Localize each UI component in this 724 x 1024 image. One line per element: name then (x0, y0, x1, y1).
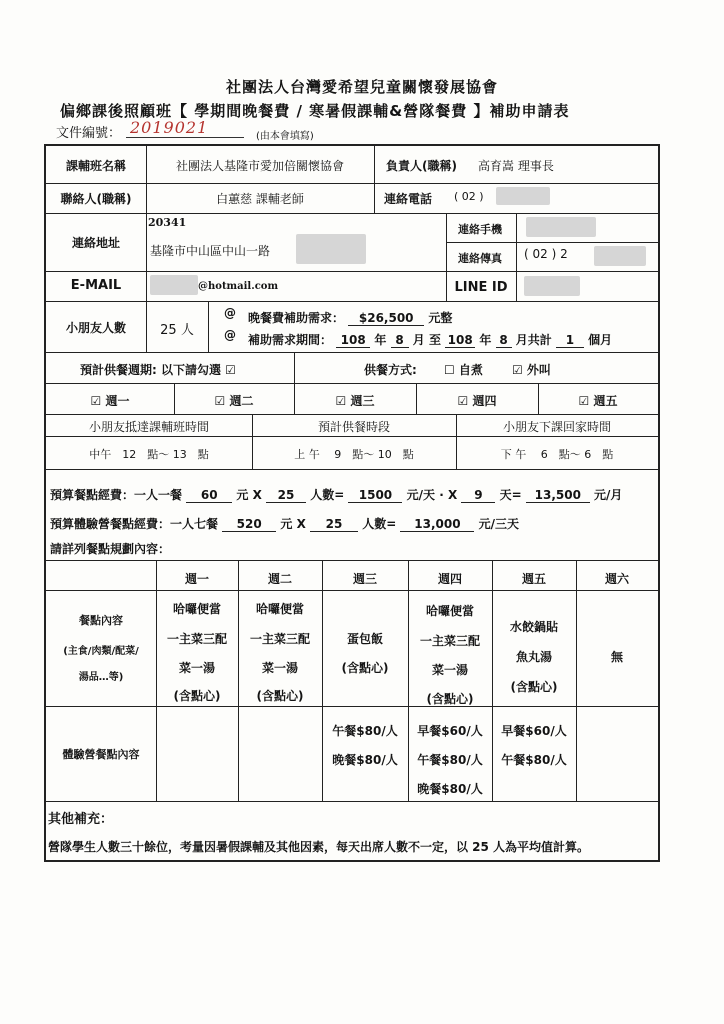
camp-people: 25 (310, 517, 358, 532)
dinner-need-unit: 元整 (428, 311, 453, 325)
menu-head-thu: 週四 (437, 572, 462, 586)
menu-item: (含點心) (510, 680, 558, 694)
menu-item: (含點心) (341, 661, 389, 675)
period-to-text: 至 (428, 333, 441, 347)
dinner-need (248, 309, 452, 326)
method-order-out[interactable]: ☑ 外叫 (512, 363, 551, 377)
menu-item: (含點心) (256, 689, 304, 703)
need-period (248, 331, 612, 348)
menu-head-fri: 週五 (521, 572, 546, 586)
menu-item: 魚丸湯 (515, 650, 552, 664)
menu-head-sat: 週六 (604, 572, 629, 586)
period-end-year: 108 (445, 333, 475, 348)
meal-time-label: 預計供餐時段 (317, 420, 390, 434)
at-sign-1: @ (224, 306, 236, 320)
rule (46, 383, 658, 384)
rule (208, 301, 209, 352)
method-self-cook[interactable]: ☐ 自煮 (444, 363, 483, 377)
menu-item: (含點心) (426, 692, 474, 706)
notes-text: 營隊學生人數三十餘位，考量因暑假課輔及其他因素，每天出席人數不一定，以 25 人為平均值計算。 (48, 840, 590, 854)
application-form (44, 144, 660, 862)
camp-item: 晚餐$80/人 (417, 782, 483, 796)
menu-content-sub2: 湯品…等) (78, 672, 124, 683)
notes-label: 其他補充： (48, 812, 114, 827)
day-check-tue[interactable]: ☑ 週二 (214, 394, 254, 408)
zip-code: 20341 (148, 216, 187, 229)
rule (46, 183, 658, 184)
budget-days-eq: 天= (499, 488, 522, 502)
camp-yuan-x: 元 X (280, 517, 306, 531)
budget-monthly: 13,500 (526, 488, 590, 503)
period-total-text: 月共計 (515, 333, 552, 347)
meal-time-value: 上 午 9 點～ 10 點 (294, 448, 414, 461)
address-label: 連絡地址 (71, 236, 120, 250)
camp-item: 午餐$80/人 (417, 753, 483, 767)
dinner-need-label: 晚餐費補助需求： (248, 311, 345, 325)
leave-time-value: 下 午 6 點～ 6 點 (500, 448, 614, 461)
budget-people-eq: 人數= (310, 488, 345, 502)
budget-line2-label: 預算體驗營餐點經費：一人七餐 (50, 517, 219, 531)
period-start-year: 108 (336, 333, 370, 348)
kids-label: 小朋友人數 (65, 321, 126, 335)
menu-item: 菜一湯 (178, 661, 215, 675)
rule (46, 590, 658, 591)
address-value: 基隆市中山區中山一路 (150, 244, 271, 258)
rule (46, 213, 658, 214)
camp-people-eq: 人數= (362, 517, 397, 531)
mobile-label: 連絡手機 (458, 223, 502, 236)
rule (294, 352, 295, 383)
menu-item: 哈囉便當 (172, 602, 221, 616)
rule (46, 560, 658, 561)
line-id-label: LINE ID (454, 280, 508, 295)
menu-item: 無 (610, 650, 623, 664)
menu-item: 一主菜三配 (419, 634, 480, 648)
budget-line1-label: 預算餐點經費：一人一餐 (50, 488, 183, 502)
fax-prefix: ( 02 ) 2 (524, 247, 568, 261)
phone-prefix: ( 02 ) (454, 190, 484, 203)
fax-label: 連絡傳真 (458, 252, 502, 265)
menu-item: 哈囉便當 (425, 604, 474, 618)
email-domain: @hotmail.com (198, 281, 279, 292)
doc-no-label: 文件編號： (56, 126, 122, 141)
camp-item: 晚餐$80/人 (332, 753, 398, 767)
menu-content-sub1: (主食/肉類/配菜/ (63, 646, 139, 657)
menu-item: 菜一湯 (261, 661, 298, 675)
day-check-fri[interactable]: ☑ 週五 (578, 394, 618, 408)
doc-no-handwritten: 2019021 (130, 118, 209, 137)
menu-item: (含點心) (173, 689, 221, 703)
rule (46, 469, 658, 470)
rule (374, 146, 375, 213)
period-months: 1 (556, 333, 584, 348)
arrive-time-value: 中午 12 點～ 13 點 (89, 448, 209, 461)
rule (238, 560, 239, 801)
menu-head-tue: 週二 (267, 572, 292, 586)
camp-per-person: 520 (222, 517, 276, 532)
form-title: 偏鄉課後照顧班【 學期間晚餐費 / 寒暑假課輔&營隊餐費 】補助申請表 (60, 102, 570, 120)
leader-value: 高育嵩 理事長 (478, 159, 554, 173)
menu-head-wed: 週三 (352, 572, 377, 586)
rule (446, 242, 658, 243)
phone-label: 連絡電話 (384, 192, 433, 206)
rule (46, 352, 658, 353)
dinner-need-value: $26,500 (348, 311, 424, 326)
camp-item: 早餐$60/人 (417, 724, 483, 738)
day-check-mon[interactable]: ☑ 週一 (90, 394, 130, 408)
rule (516, 213, 517, 301)
rule (156, 560, 157, 801)
budget-line-2 (50, 515, 519, 532)
menu-item: 哈囉便當 (255, 602, 304, 616)
rule (46, 706, 658, 707)
email-label: E-MAIL (70, 278, 122, 293)
camp-per-3days: 元/三天 (478, 517, 520, 531)
menu-item: 一主菜三配 (166, 632, 227, 646)
menu-content-label: 餐點內容 (79, 614, 123, 627)
period-start-month: 8 (391, 333, 409, 348)
class-name-value: 社團法人基隆市愛加倍關懷協會 (175, 159, 344, 173)
leader-label: 負責人(職稱) (386, 159, 457, 173)
budget-daily: 1500 (348, 488, 402, 503)
redacted-email (150, 275, 198, 295)
fill-note: (由本會填寫) (256, 131, 314, 142)
menu-head-mon: 週一 (184, 572, 209, 586)
redacted-address (296, 234, 366, 264)
period-year-text: 年 (479, 333, 492, 347)
camp-meal-label: 體驗營餐點內容 (62, 748, 140, 761)
kids-count: 25 人 (160, 323, 194, 338)
rule (46, 436, 658, 437)
budget-line-1 (50, 486, 622, 503)
menu-item: 一主菜三配 (249, 632, 310, 646)
period-year-text: 年 (374, 333, 387, 347)
camp-item: 午餐$80/人 (501, 753, 567, 767)
arrive-time-label: 小朋友抵達課輔班時間 (88, 420, 209, 434)
period-months-text: 個月 (588, 333, 613, 347)
budget-per-meal: 60 (186, 488, 232, 503)
leave-time-label: 小朋友下課回家時間 (502, 420, 611, 434)
camp-item: 早餐$60/人 (501, 724, 567, 738)
budget-per-month: 元/月 (594, 488, 623, 502)
org-title: 社團法人台灣愛希望兒童關懷發展協會 (225, 78, 498, 96)
contact-value: 白蕙慈 課輔老師 (216, 192, 304, 206)
doc-no-underline (126, 137, 244, 138)
period-month-text: 月 (412, 333, 425, 347)
menu-item: 水餃鍋貼 (509, 620, 558, 634)
camp-item: 午餐$80/人 (332, 724, 398, 738)
rule (46, 801, 658, 802)
camp-total: 13,000 (400, 517, 474, 532)
redacted-line-id (524, 276, 580, 296)
day-check-wed[interactable]: ☑ 週三 (335, 394, 375, 408)
at-sign-2: @ (224, 328, 236, 342)
period-end-month: 8 (496, 333, 512, 348)
contact-label: 聯絡人(職稱) (60, 192, 132, 206)
rule (46, 301, 658, 302)
week-cycle-label: 預計供餐週期: 以下請勾選 ☑ (80, 363, 236, 377)
rule (576, 560, 577, 801)
budget-per-day-x: 元/天 · X (406, 488, 458, 502)
redacted-fax (594, 246, 646, 266)
class-name-label: 課輔班名稱 (65, 159, 126, 173)
day-check-thu[interactable]: ☑ 週四 (457, 394, 497, 408)
rule (46, 414, 658, 415)
menu-item: 蛋包飯 (346, 632, 383, 646)
rule (46, 271, 658, 272)
menu-item: 菜一湯 (431, 663, 468, 677)
meal-method-label: 供餐方式: (364, 363, 417, 377)
plan-label: 請詳列餐點規劃內容： (50, 542, 171, 556)
budget-yuan-x: 元 X (236, 488, 262, 502)
redacted-mobile (526, 217, 596, 237)
redacted-phone (496, 187, 550, 205)
budget-days: 9 (461, 488, 495, 503)
period-label: 補助需求期間： (248, 333, 333, 347)
budget-people: 25 (266, 488, 306, 503)
